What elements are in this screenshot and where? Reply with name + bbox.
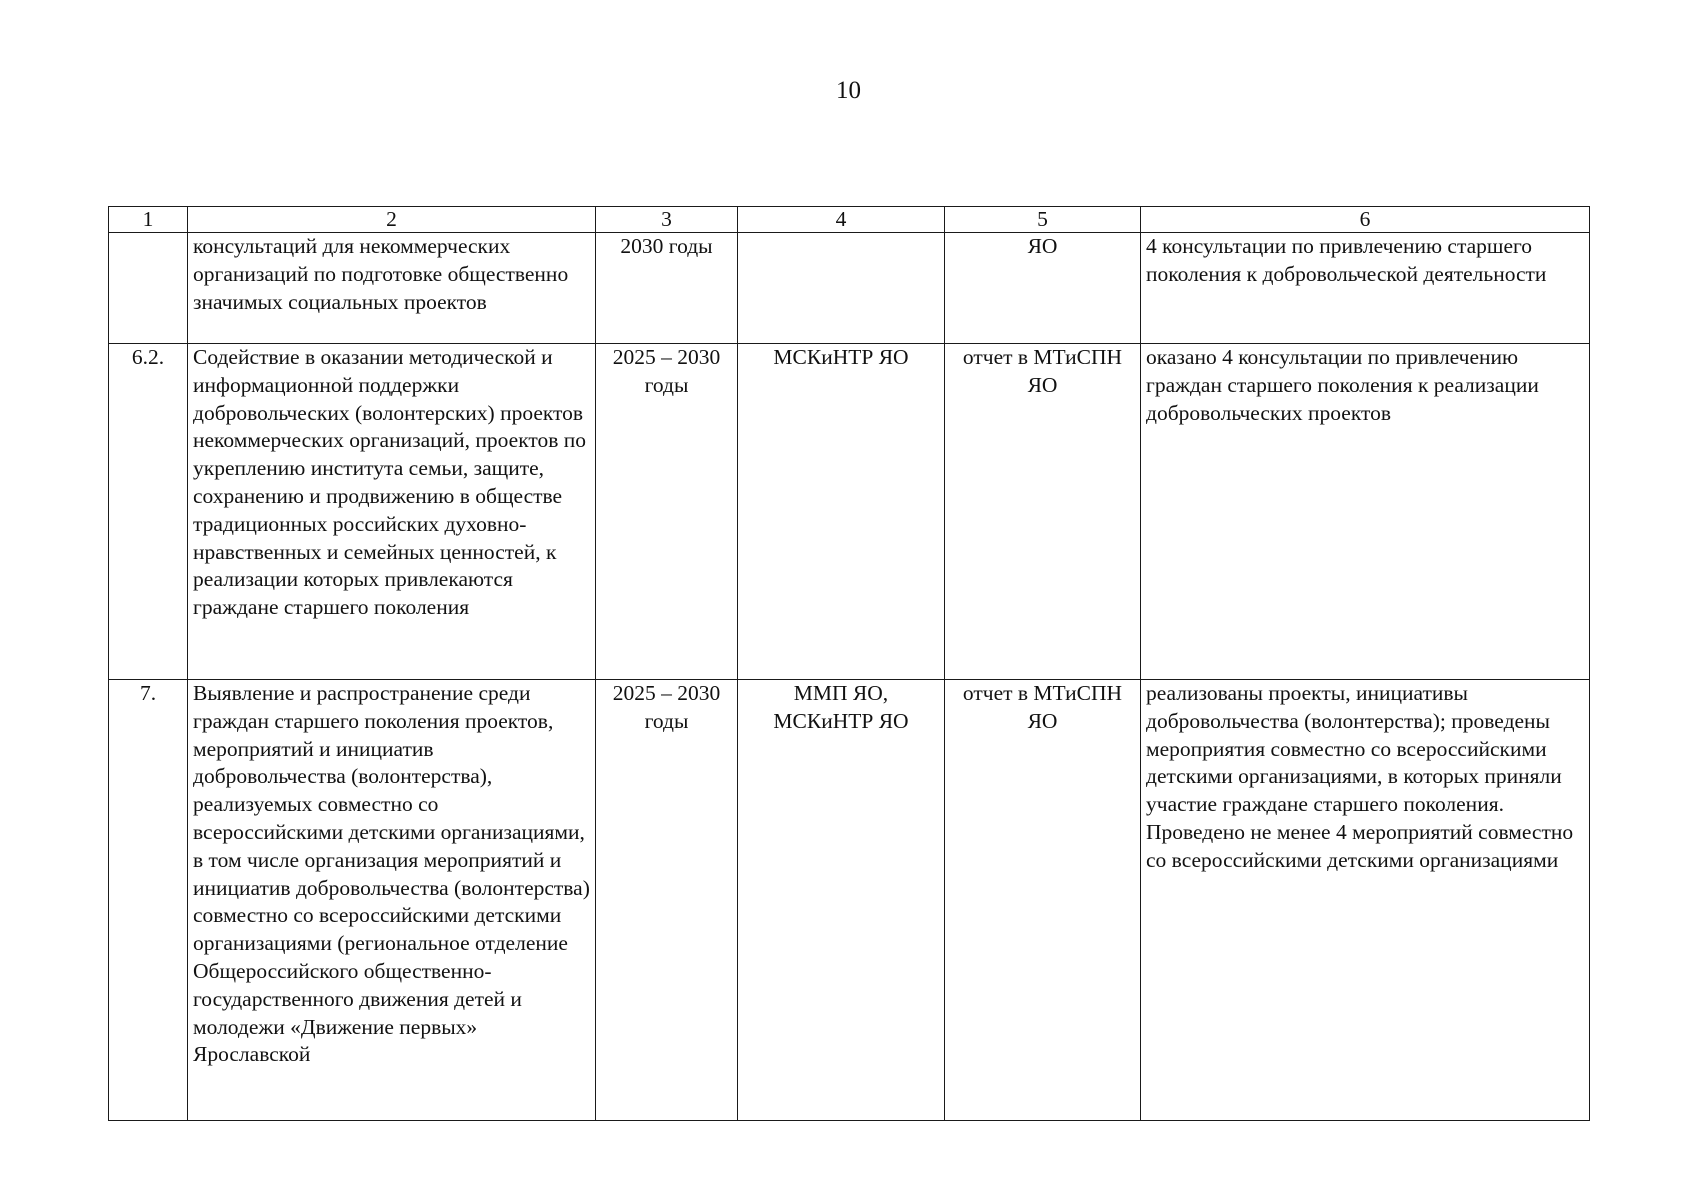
- period-cell: 2025 – 2030 годы: [596, 680, 738, 1121]
- column-header-1: 1: [109, 207, 188, 233]
- activity-description-cell: консультаций для некоммерческих организаций по подготовке общественно значимых социальных проектов: [188, 233, 596, 344]
- executor-cell: [738, 233, 945, 344]
- table-row: [109, 680, 1590, 1121]
- page-number: 10: [836, 77, 861, 104]
- executor-cell: ММП ЯО, МСКиНТР ЯО: [738, 680, 945, 1121]
- activity-description-cell: Содействие в оказании методической и информационной поддержки добровольческих (волонтерских) проектов некоммерческих организаций, проектов по укреплению института семьи, защите, сохранению и продвижению в обществе традиционных российских духовно-нравственных и семейных ценностей, к реализации которых привлекаются граждане старшего поколения: [188, 344, 596, 680]
- period-cell: 2025 – 2030 годы: [596, 344, 738, 680]
- row-number-cell: 7.: [109, 680, 188, 1121]
- activity-description-cell: Выявление и распространение среди граждан старшего поколения проектов, мероприятий и инициатив добровольчества (волонтерства), реализуемых совместно со всероссийскими детскими организациями, в том числе организация мероприятий и инициатив добровольчества (волонтерства) совместно со всероссийскими детскими организациями (региональное отделение Общероссийского общественно-государственного движения детей и молодежи «Движение первых» Ярославской: [188, 680, 596, 1121]
- result-cell: реализованы проекты, инициативы добровольчества (волонтерства); проведены мероприятия совместно со всероссийскими детскими организациями, в которых приняли участие граждане старшего поколения. Проведено не менее 4 мероприятий совместно со всероссийскими детскими организациями: [1141, 680, 1590, 1121]
- row-number-cell: 6.2.: [109, 344, 188, 680]
- column-header-5: 5: [945, 207, 1141, 233]
- report-cell: отчет в МТиСПН ЯО: [945, 344, 1141, 680]
- column-header-6: 6: [1141, 207, 1590, 233]
- table-row: [109, 233, 1590, 344]
- column-header-4: 4: [738, 207, 945, 233]
- column-header-2: 2: [188, 207, 596, 233]
- report-cell: ЯО: [945, 233, 1141, 344]
- period-cell: 2030 годы: [596, 233, 738, 344]
- plan-table: [108, 206, 1590, 1121]
- executor-cell: МСКиНТР ЯО: [738, 344, 945, 680]
- result-cell: 4 консультации по привлечению старшего поколения к добровольческой деятельности: [1141, 233, 1590, 344]
- report-cell: отчет в МТиСПН ЯО: [945, 680, 1141, 1121]
- result-cell: оказано 4 консультации по привлечению граждан старшего поколения к реализации добровольческих проектов: [1141, 344, 1590, 680]
- table-row: [109, 344, 1590, 680]
- row-number-cell: [109, 233, 188, 344]
- column-header-3: 3: [596, 207, 738, 233]
- table-header-row: [109, 207, 1590, 233]
